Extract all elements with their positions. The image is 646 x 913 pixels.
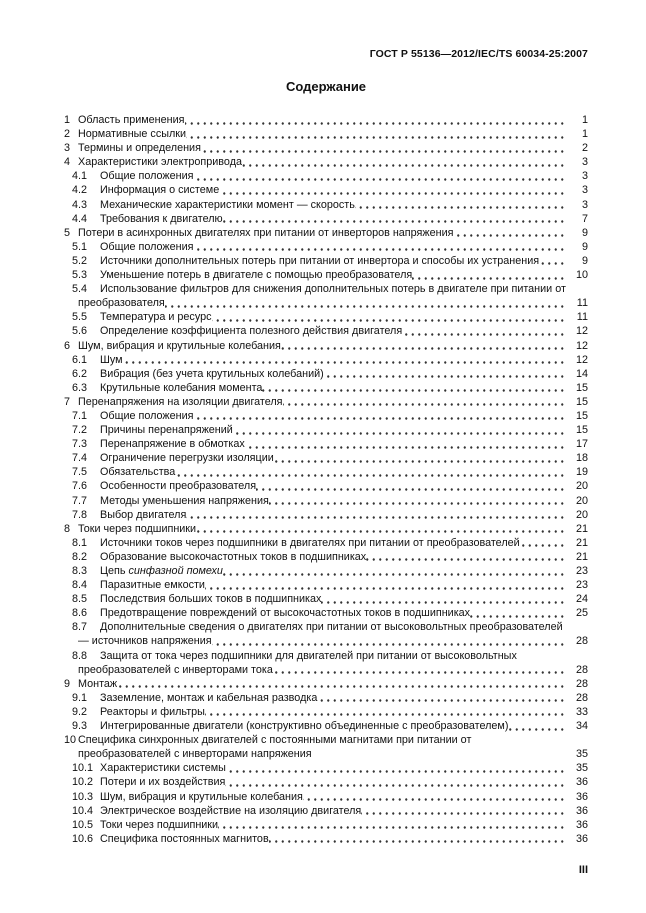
toc-entry-page: 28 bbox=[571, 634, 588, 648]
toc-entry-text: 6.3 Крутильные колебания момента bbox=[72, 381, 263, 394]
toc-entry-page: 10 bbox=[571, 268, 588, 282]
toc-entry-page: 21 bbox=[571, 550, 588, 564]
toc-entry bbox=[64, 578, 588, 592]
toc-entry bbox=[64, 649, 588, 677]
toc-entry-page: 34 bbox=[571, 719, 588, 733]
toc-entry-page: 36 bbox=[571, 775, 588, 789]
page-title: Содержание bbox=[285, 79, 367, 94]
toc-entry-page: 3 bbox=[577, 169, 588, 183]
toc-entry-number: 7.7 bbox=[72, 494, 88, 507]
toc-entry-text: 7.7 Методы уменьшения напряжения bbox=[72, 494, 269, 507]
toc-entry-page: 3 bbox=[577, 155, 588, 169]
toc-entry-page: 28 bbox=[571, 677, 588, 691]
toc-entry-text: 7.3 Перенапряжение в обмотках bbox=[72, 438, 245, 451]
toc-entry-text: 4.1 Общие положения bbox=[72, 170, 194, 183]
toc-entry-page: 21 bbox=[571, 522, 588, 536]
toc-entry-text: 5.4 Использование фильтров для снижения дополнительных потерь в двигателе при питании от преобразователя bbox=[72, 283, 566, 310]
toc-entry-number: 4.4 bbox=[72, 212, 88, 225]
toc-entry-number: 10 bbox=[64, 734, 77, 747]
toc-entry bbox=[64, 592, 588, 606]
toc-entry bbox=[64, 451, 588, 465]
toc-entry-page: 20 bbox=[571, 479, 588, 493]
toc-entry-text: 10.6 Специфика постоянных магнитов bbox=[72, 832, 269, 845]
toc-entry-number: 7.2 bbox=[72, 424, 88, 437]
toc-entry-text: 6.2 Вибрация (без учета крутильных колебаний) bbox=[72, 367, 324, 380]
toc-entry bbox=[64, 620, 588, 648]
toc-entry bbox=[64, 677, 588, 691]
toc-entry-page: 36 bbox=[571, 832, 588, 846]
toc-entry-page: 9 bbox=[577, 240, 588, 254]
toc-entry-text: 5.2 Источники дополнительных потерь при питании от инвертора и способы их устранения bbox=[72, 254, 540, 267]
toc-entry-text: 7.8 Выбор двигателя bbox=[72, 508, 187, 521]
toc-entry bbox=[64, 804, 588, 818]
toc-entry-number: 7.4 bbox=[72, 452, 88, 465]
toc-entry bbox=[64, 381, 588, 395]
toc-entry-page: 19 bbox=[571, 465, 588, 479]
toc-entry bbox=[64, 339, 588, 353]
toc-entry-page: 35 bbox=[571, 747, 588, 761]
toc-entry bbox=[64, 127, 588, 141]
toc-entry bbox=[64, 522, 588, 536]
toc-entry-number: 5.3 bbox=[72, 269, 88, 282]
toc-entry-number: 3 bbox=[64, 142, 71, 155]
toc-entry-page: 7 bbox=[577, 212, 588, 226]
toc-entry-text: 6 Шум, вибрация и крутильные колебания bbox=[64, 339, 281, 352]
toc-list bbox=[64, 113, 588, 846]
toc-entry-page: 12 bbox=[571, 324, 588, 338]
toc-entry-number: 10.6 bbox=[72, 832, 94, 845]
toc-entry-page: 1 bbox=[577, 113, 588, 127]
toc-entry-page: 15 bbox=[571, 409, 588, 423]
toc-entry bbox=[64, 353, 588, 367]
toc-entry-page: 17 bbox=[571, 437, 588, 451]
toc-entry-number: 9 bbox=[64, 677, 71, 690]
toc-entry-page: 20 bbox=[571, 508, 588, 522]
toc-entry-number: 7 bbox=[64, 395, 71, 408]
toc-entry-page: 36 bbox=[571, 804, 588, 818]
toc-entry-page: 15 bbox=[571, 423, 588, 437]
toc-entry-page: 9 bbox=[577, 254, 588, 268]
toc-entry bbox=[64, 183, 588, 197]
toc-entry-text: 3 Термины и определения bbox=[64, 142, 201, 155]
toc-entry bbox=[64, 790, 588, 804]
toc-entry-number: 4 bbox=[64, 156, 71, 169]
toc-entry-text: 10.3 Шум, вибрация и крутильные колебания bbox=[72, 790, 303, 803]
toc-entry bbox=[64, 198, 588, 212]
toc-entry bbox=[64, 705, 588, 719]
toc-entry bbox=[64, 169, 588, 183]
toc-entry bbox=[64, 479, 588, 493]
toc-entry-text: 6.1 Шум bbox=[72, 353, 123, 366]
toc-entry-number: 6.2 bbox=[72, 367, 88, 380]
toc-entry-number: 8.5 bbox=[72, 593, 88, 606]
toc-entry bbox=[64, 409, 588, 423]
toc-entry-text: 4.3 Механические характеристики момент — скорость bbox=[72, 198, 355, 211]
toc-entry-page: 12 bbox=[571, 353, 588, 367]
toc-entry bbox=[64, 324, 588, 338]
toc-entry-page: 15 bbox=[571, 395, 588, 409]
toc-entry-number: 9.1 bbox=[72, 691, 88, 704]
toc-entry-text: 8.5 Последствия больших токов в подшипниках bbox=[72, 593, 322, 606]
document-header bbox=[64, 48, 588, 60]
toc-entry-text: 10.4 Электрическое воздействие на изоляцию двигателя bbox=[72, 804, 362, 817]
toc-entry-number: 10.5 bbox=[72, 818, 94, 831]
toc-entry-text: 10.2 Потери и их воздействия bbox=[72, 776, 226, 789]
toc-entry-page: 18 bbox=[571, 451, 588, 465]
toc-entry-number: 7.3 bbox=[72, 438, 88, 451]
toc-entry-page: 36 bbox=[571, 790, 588, 804]
toc-entry-page: 14 bbox=[571, 367, 588, 381]
toc-entry-page: 21 bbox=[571, 536, 588, 550]
toc-entry bbox=[64, 240, 588, 254]
toc-entry-number: 8.6 bbox=[72, 607, 88, 620]
toc-entry-text: 2 Нормативные ссылки bbox=[64, 128, 187, 141]
toc-entry-text: 7.6 Особенности преобразователя bbox=[72, 480, 257, 493]
toc-entry-number: 8.1 bbox=[72, 536, 88, 549]
toc-entry-text: 4 Характеристики электропривода bbox=[64, 156, 242, 169]
toc-entry-text: 8.3 Цепь синфазной помехи bbox=[72, 565, 223, 577]
toc-entry-text: 5 Потери в асинхронных двигателях при питании от инверторов напряжения bbox=[64, 226, 454, 239]
toc-entry bbox=[64, 226, 588, 240]
toc-entry-text: 8.7 Дополнительные сведения о двигателях при питании от высоковольтных преобразователей — источников напряжения bbox=[72, 621, 563, 648]
toc-entry bbox=[64, 282, 588, 310]
toc-entry bbox=[64, 367, 588, 381]
toc-entry-number: 5.5 bbox=[72, 311, 88, 324]
toc-entry bbox=[64, 818, 588, 832]
toc-entry-text: 8.8 Защита от тока через подшипники для двигателей при питании от высоковольтных преобразователей с инверторами тока bbox=[72, 649, 517, 676]
toc-entry-number: 7.8 bbox=[72, 508, 88, 521]
toc-entry-page: 1 bbox=[577, 127, 588, 141]
toc-entry bbox=[64, 212, 588, 226]
toc-entry-page: 11 bbox=[572, 296, 588, 310]
toc-entry-text: 7 Перенапряжения на изоляции двигателя bbox=[64, 395, 283, 408]
toc-entry-page: 35 bbox=[571, 761, 588, 775]
toc-entry-text: 9.1 Заземление, монтаж и кабельная разводка bbox=[72, 691, 318, 704]
toc-entry-page: 9 bbox=[577, 226, 588, 240]
toc-entry-number: 6 bbox=[64, 339, 71, 352]
toc-entry-number: 8 bbox=[64, 522, 71, 535]
toc-entry-number: 8.2 bbox=[72, 550, 88, 563]
toc-entry bbox=[64, 113, 588, 127]
toc-entry-text: 7.2 Причины перенапряжений bbox=[72, 424, 233, 437]
toc-entry bbox=[64, 268, 588, 282]
toc-entry bbox=[64, 719, 588, 733]
toc-entry-text: 4.2 Информация о системе bbox=[72, 184, 220, 197]
toc-entry-page: 23 bbox=[571, 578, 588, 592]
toc-entry-number: 5.2 bbox=[72, 254, 88, 267]
toc-entry-number: 5.6 bbox=[72, 325, 88, 338]
toc-entry-number: 5.1 bbox=[72, 240, 88, 253]
toc-entry bbox=[64, 494, 588, 508]
toc-entry bbox=[64, 691, 588, 705]
toc-entry bbox=[64, 465, 588, 479]
toc-entry bbox=[64, 395, 588, 409]
toc-entry bbox=[64, 775, 588, 789]
toc-entry-page: 12 bbox=[571, 339, 588, 353]
toc-entry-number: 1 bbox=[64, 114, 71, 126]
toc-entry-text: 7.5 Обязательства bbox=[72, 466, 176, 479]
toc-entry-text: 5.3 Уменьшение потерь в двигателе с помощью преобразователя bbox=[72, 269, 413, 282]
toc-entry-number: 6.1 bbox=[72, 353, 88, 366]
toc-entry-page: 11 bbox=[572, 310, 588, 324]
toc-entry bbox=[64, 536, 588, 550]
toc-entry-text: 10.5 Токи через подшипники bbox=[72, 818, 219, 831]
toc-entry bbox=[64, 832, 588, 846]
toc-entry-page: 3 bbox=[577, 198, 588, 212]
toc-entry bbox=[64, 310, 588, 324]
toc-entry-text: 7.1 Общие положения bbox=[72, 409, 194, 422]
toc-entry-italic-text: синфазной помехи bbox=[128, 565, 223, 577]
toc-entry-text: 9.3 Интегрированные двигатели (конструктивно объединенные с преобразователем) bbox=[72, 720, 509, 733]
toc-entry-number: 8.4 bbox=[72, 579, 88, 592]
toc-entry-text: 9.2 Реакторы и фильтры bbox=[72, 705, 205, 718]
toc-entry-number: 2 bbox=[64, 128, 71, 141]
toc-entry-number: 5.4 bbox=[72, 283, 88, 296]
toc-entry-number: 4.3 bbox=[72, 198, 88, 211]
toc-entry bbox=[64, 508, 588, 522]
toc-entry-number: 6.3 bbox=[72, 381, 88, 394]
toc-entry bbox=[64, 423, 588, 437]
toc-entry-number: 9.3 bbox=[72, 720, 88, 733]
toc-entry-number: 4.1 bbox=[72, 170, 88, 183]
toc-entry-text: 5.5 Температура и ресурс bbox=[72, 311, 212, 324]
toc-entry-text: 8.6 Предотвращение повреждений от высокочастотных токов в подшипниках bbox=[72, 607, 471, 620]
toc-entry-text: 9 Монтаж bbox=[64, 677, 118, 690]
toc-entry-number: 10.2 bbox=[72, 776, 94, 789]
toc-entry-number: 10.3 bbox=[72, 790, 94, 803]
toc-entry bbox=[64, 141, 588, 155]
toc-entry bbox=[64, 437, 588, 451]
toc-entry bbox=[64, 733, 588, 761]
toc-entry-page: 36 bbox=[571, 818, 588, 832]
toc-entry-number: 9.2 bbox=[72, 705, 88, 718]
toc-entry-text: 5.6 Определение коэффициента полезного действия двигателя bbox=[72, 325, 403, 338]
toc-entry-number: 7.6 bbox=[72, 480, 88, 493]
toc-entry-page: 15 bbox=[571, 381, 588, 395]
page-footer bbox=[579, 864, 588, 876]
toc-entry-page: 23 bbox=[571, 564, 588, 578]
toc-entry-text: 8 Токи через подшипники bbox=[64, 522, 197, 535]
toc-entry-page: 24 bbox=[571, 592, 588, 606]
toc-entry-number: 7.5 bbox=[72, 466, 88, 479]
toc-entry bbox=[64, 550, 588, 564]
toc-entry bbox=[64, 564, 588, 578]
page-number: III bbox=[578, 864, 588, 876]
doc-code: ГОСТ Р 55136—2012/IEC/TS 60034-25:2007 bbox=[369, 48, 588, 60]
toc-entry bbox=[64, 606, 588, 620]
toc-entry-number: 8.7 bbox=[72, 621, 88, 634]
toc-entry-number: 10.1 bbox=[72, 762, 94, 775]
toc-entry-text: 8.1 Источники токов через подшипники в двигателях при питании от преобразователей bbox=[72, 536, 520, 549]
toc-entry-page: 3 bbox=[577, 183, 588, 197]
toc-entry bbox=[64, 155, 588, 169]
toc-entry bbox=[64, 761, 588, 775]
toc-entry-number: 8.3 bbox=[72, 565, 88, 577]
toc-entry-text: 10 Специфика синхронных двигателей с постоянными магнитами при питании от преобразователей с инверторами напряжения bbox=[64, 734, 472, 761]
toc-entry bbox=[64, 254, 588, 268]
toc-entry-number: 5 bbox=[64, 226, 71, 239]
toc-entry-page: 33 bbox=[571, 705, 588, 719]
toc-entry-page: 20 bbox=[571, 494, 588, 508]
toc-entry-number: 10.4 bbox=[72, 804, 94, 817]
toc-entry-text: 8.2 Образование высокочастотных токов в подшипниках bbox=[72, 550, 367, 563]
toc-entry-number: 8.8 bbox=[72, 649, 88, 662]
toc-entry-text: 8.4 Паразитные емкости bbox=[72, 579, 205, 592]
toc-entry-page: 25 bbox=[571, 606, 588, 620]
toc-entry-text: 4.4 Требования к двигателю bbox=[72, 212, 223, 225]
toc-entry-text: 5.1 Общие положения bbox=[72, 240, 194, 253]
toc-entry-number: 4.2 bbox=[72, 184, 88, 197]
toc-entry-page: 28 bbox=[571, 663, 588, 677]
toc-entry-text: 7.4 Ограничение перегрузки изоляции bbox=[72, 452, 274, 465]
toc-entry-page: 28 bbox=[571, 691, 588, 705]
toc-entry-text: 10.1 Характеристики системы bbox=[72, 762, 226, 775]
toc-entry-text: 1 Область применения bbox=[64, 114, 185, 126]
toc-entry-page: 2 bbox=[577, 141, 588, 155]
toc-entry-number: 7.1 bbox=[72, 409, 88, 422]
